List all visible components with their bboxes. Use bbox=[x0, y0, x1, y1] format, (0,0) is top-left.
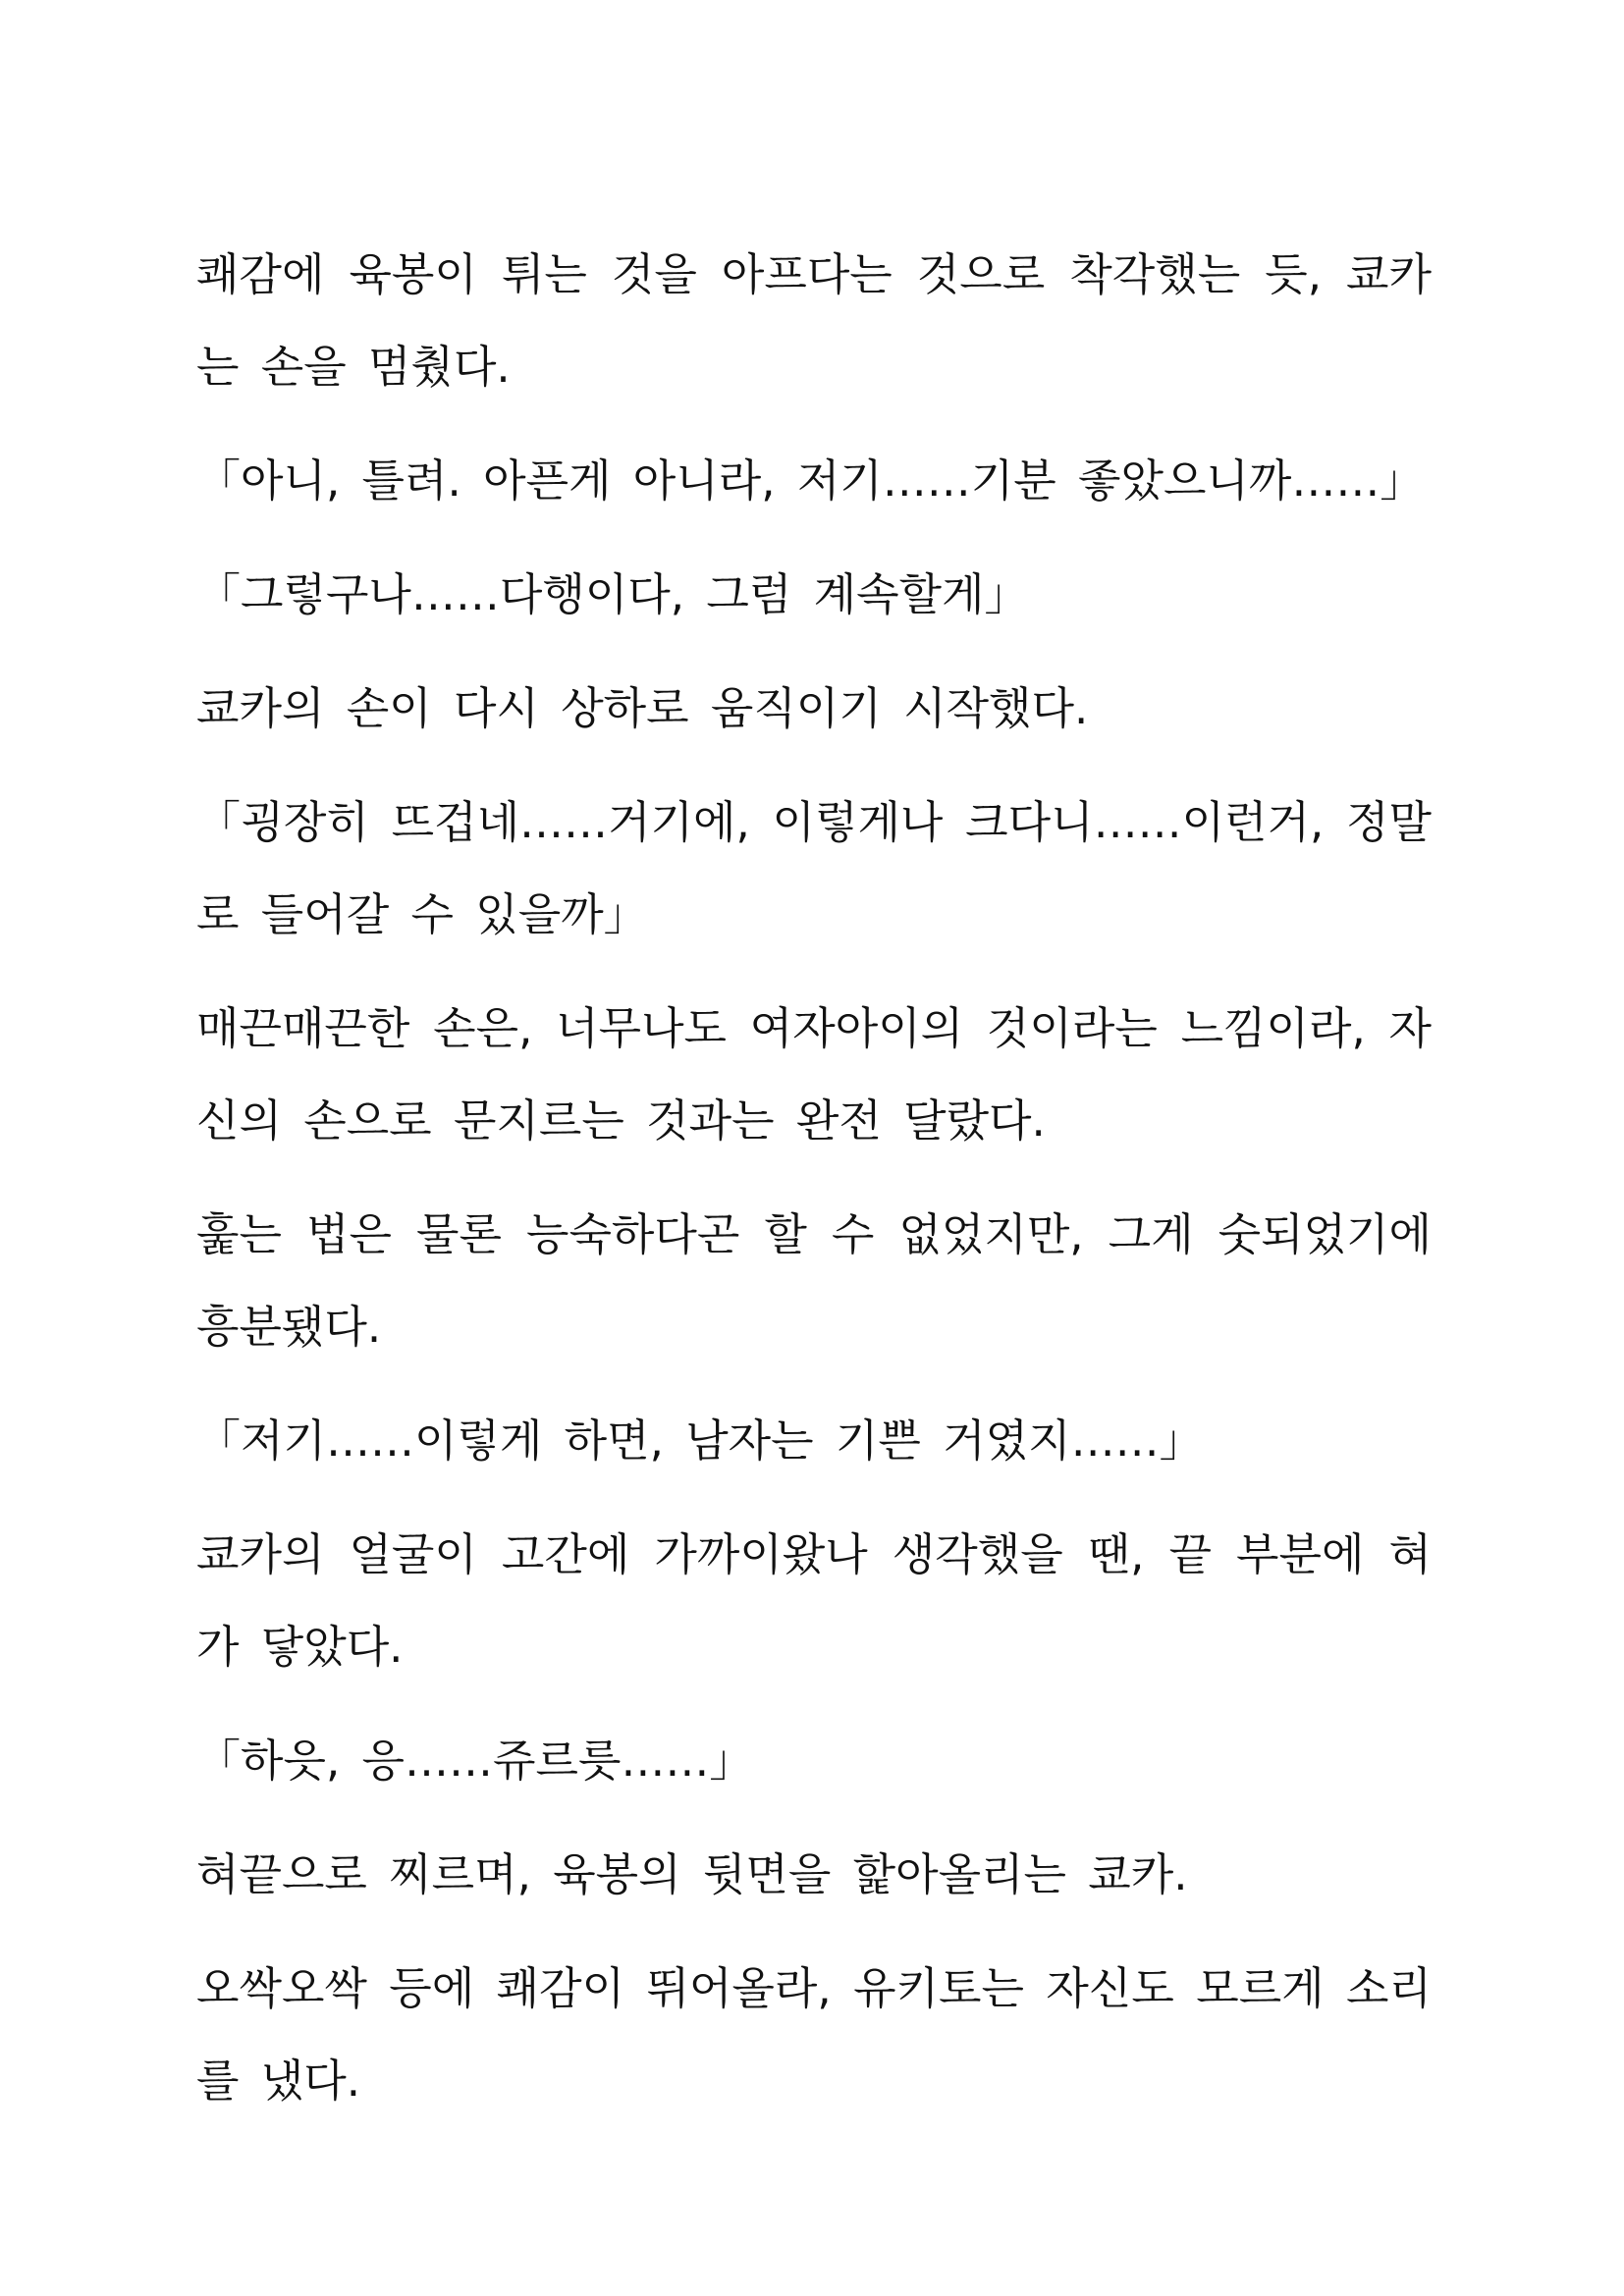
paragraph-12: 오싹오싹 등에 쾌감이 뛰어올라, 유키토는 자신도 모르게 소리를 냈다. bbox=[196, 1962, 1432, 2107]
paragraph-2: 「아니, 틀려. 아픈게 아니라, 저기……기분 좋았으니까……」 bbox=[196, 454, 1425, 507]
paragraph-11: 혀끝으로 찌르며, 육봉의 뒷면을 핥아올리는 쿄카. bbox=[196, 1848, 1188, 1900]
paragraph-9: 쿄카의 얼굴이 고간에 가까이왔나 생각했을 땐, 끝 부분에 혀가 닿았다. bbox=[196, 1528, 1432, 1673]
paragraph-5: 「굉장히 뜨겁네……거기에, 이렇게나 크다니……이런거, 정말로 들어갈 수 있을까」 bbox=[196, 796, 1432, 940]
paragraph-8: 「저기……이렇게 하면, 남자는 기쁜 거였지……」 bbox=[196, 1415, 1204, 1467]
paragraph-6: 매끈매끈한 손은, 너무나도 여자아이의 것이라는 느낌이라, 자신의 손으로 문지르는 것과는 완전 달랐다. bbox=[196, 1002, 1432, 1147]
paragraph-7: 훑는 법은 물론 능숙하다곤 할 수 없었지만, 그게 숫되었기에 흥분됐다. bbox=[196, 1208, 1432, 1353]
paragraph-1: 쾌감에 육봉이 튀는 것을 아프다는 것으로 착각했는 듯, 쿄카는 손을 멈췄다. bbox=[196, 248, 1432, 393]
paragraph-4: 쿄카의 손이 다시 상하로 움직이기 시작했다. bbox=[196, 682, 1089, 734]
document-body bbox=[196, 229, 1432, 2149]
paragraph-10: 「하읏, 응……쥬르릇……」 bbox=[196, 1735, 754, 1787]
paragraph-3: 「그렇구나……다행이다, 그럼 계속할게」 bbox=[196, 568, 1029, 620]
